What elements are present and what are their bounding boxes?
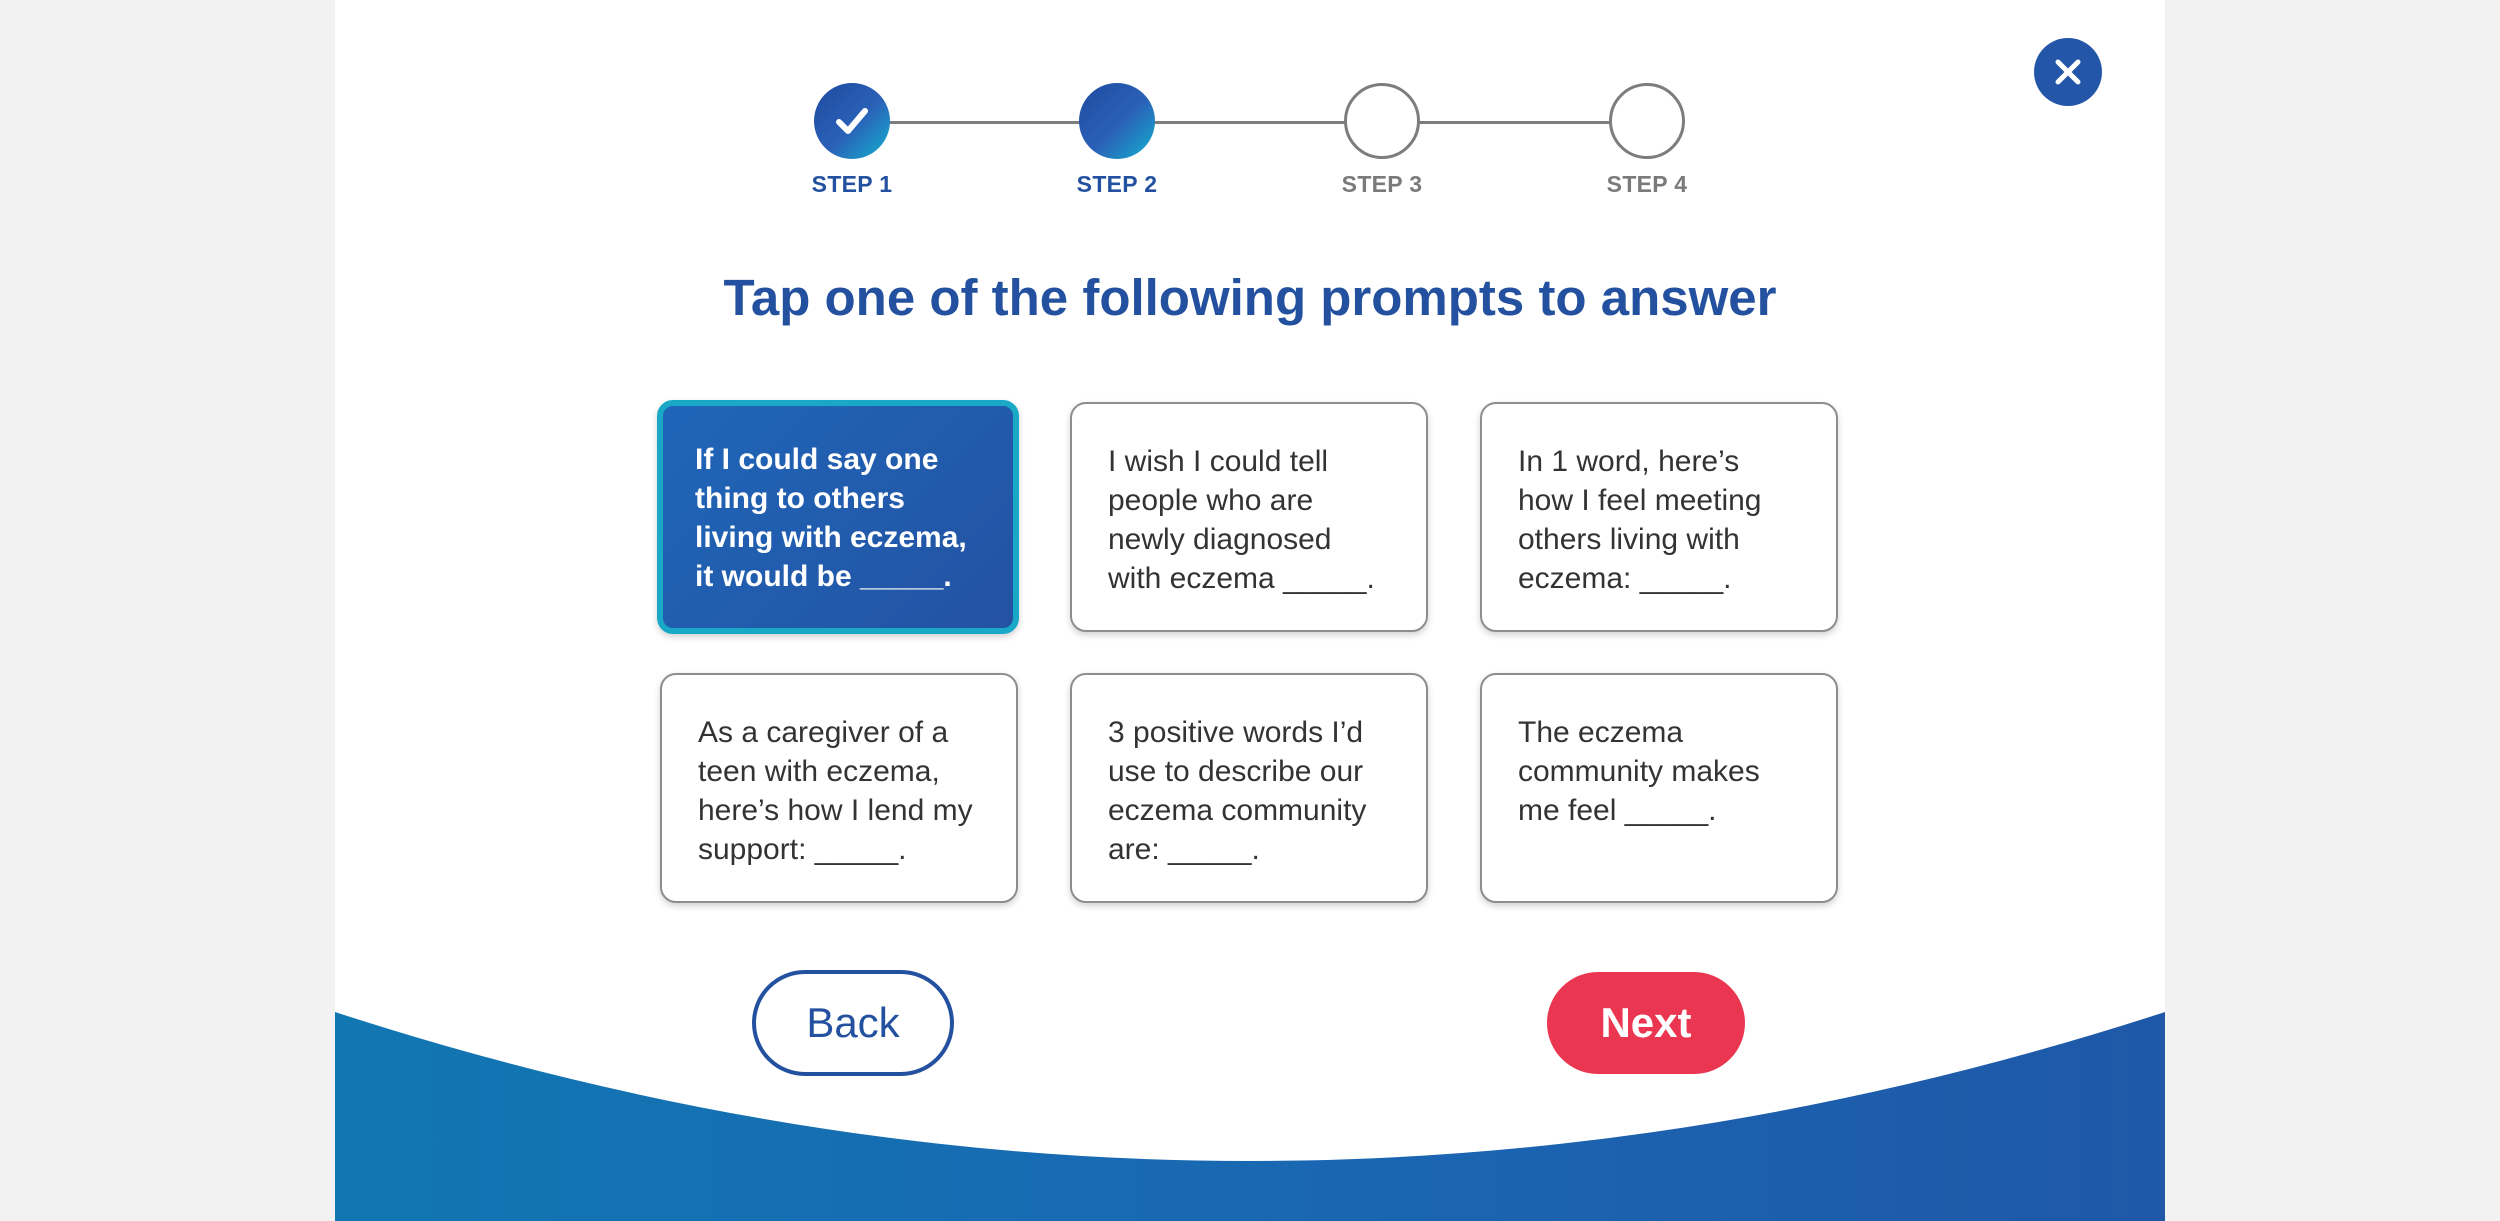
- step-4-label: STEP 4: [1606, 171, 1688, 197]
- step-1-label: STEP 1: [811, 171, 893, 197]
- prompt-card-2[interactable]: [1070, 402, 1428, 632]
- step-2: [1037, 83, 1197, 198]
- step-1: [772, 83, 932, 198]
- prompt-text: If I could say one thing to others living with eczema, it would be _____.: [695, 443, 967, 593]
- step-4: [1567, 83, 1727, 198]
- step-3-circle: [1344, 83, 1420, 159]
- back-button[interactable]: Back: [752, 970, 954, 1076]
- check-icon: [830, 99, 874, 143]
- prompt-card-4[interactable]: [660, 673, 1018, 903]
- prompt-card-5[interactable]: [1070, 673, 1428, 903]
- prompt-text: 3 positive words I’d use to describe our eczema community are: _____.: [1108, 716, 1367, 866]
- prompt-card-1[interactable]: [657, 400, 1019, 634]
- close-button[interactable]: [2034, 38, 2102, 106]
- close-icon: [2053, 57, 2083, 87]
- page-title: Tap one of the following prompts to answer: [723, 269, 1777, 326]
- modal-panel: [335, 0, 2165, 1221]
- prompt-card-3[interactable]: [1480, 402, 1838, 632]
- stepper-connector: [852, 121, 1656, 124]
- next-button[interactable]: Next: [1547, 972, 1745, 1074]
- prompt-text: In 1 word, here’s how I feel meeting others living with eczema: _____.: [1518, 445, 1762, 595]
- step-3-label: STEP 3: [1341, 171, 1423, 197]
- prompt-text: I wish I could tell people who are newly diagnosed with eczema _____.: [1108, 445, 1375, 595]
- step-1-circle: [814, 83, 890, 159]
- prompt-text: The eczema community makes me feel _____.: [1518, 716, 1760, 827]
- step-4-circle: [1609, 83, 1685, 159]
- step-2-label: STEP 2: [1076, 171, 1158, 197]
- step-3: [1302, 83, 1462, 198]
- step-2-circle: [1079, 83, 1155, 159]
- prompt-card-6[interactable]: [1480, 673, 1838, 903]
- prompt-text: As a caregiver of a teen with eczema, here’s how I lend my support: _____.: [698, 716, 973, 866]
